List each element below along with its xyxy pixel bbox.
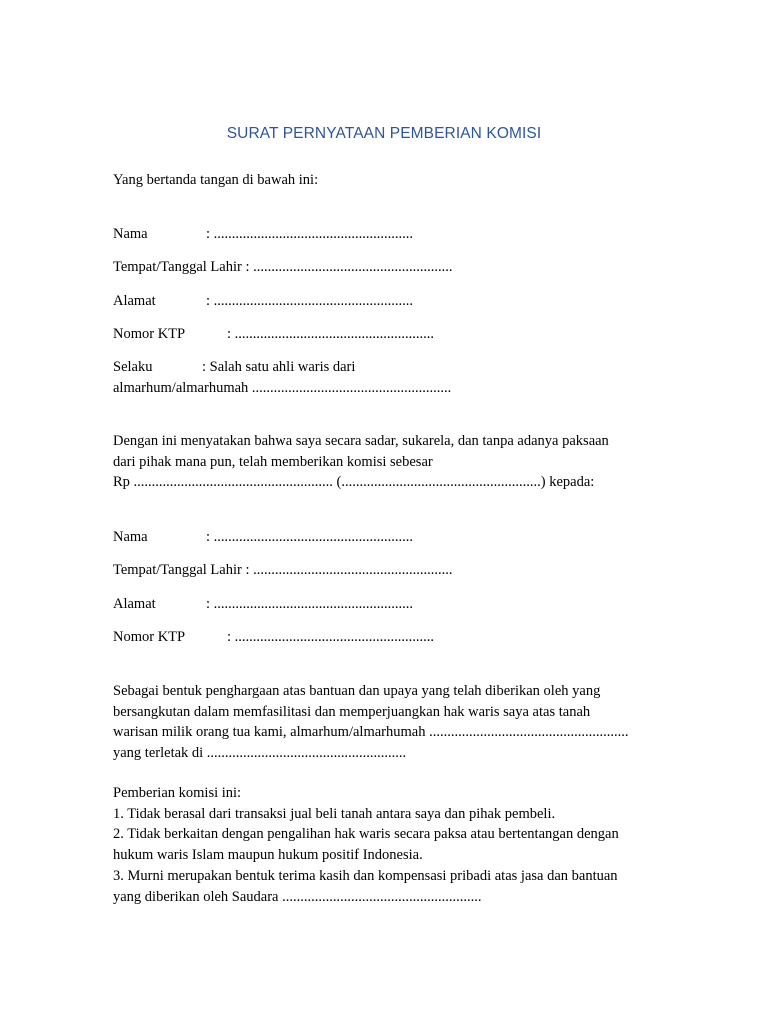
document-title: SURAT PERNYATAAN PEMBERIAN KOMISI: [226, 125, 542, 142]
first-ttl-field: Tempat/Tanggal Lahir : .......................................................: [113, 259, 453, 275]
commission-item: 2. Tidak berkaitan dengan pengalihan hak waris secara paksa atau bertentangan dengan: [113, 826, 619, 843]
second-ktp-label: Nomor KTP: [113, 629, 186, 645]
first-alamat-value: : .......................................................: [206, 293, 414, 309]
first-selaku-field: [113, 357, 355, 377]
second-nama-label: Nama: [113, 529, 148, 545]
first-ktp-value: : .......................................................: [227, 326, 435, 342]
second-ktp-value: : .......................................................: [227, 629, 435, 645]
second-alamat-value: : .......................................................: [206, 596, 414, 612]
commission-item-continued: yang diberikan oleh Saudara .......................................................: [113, 888, 482, 905]
appreciation-line: bersangkutan dalam memfasilitasi dan memperjuangkan hak waris saya atas tanah: [113, 703, 591, 720]
second-alamat-label: Alamat: [113, 596, 156, 612]
commission-heading: Pemberian komisi ini:: [113, 785, 242, 801]
commission-item: 1. Tidak berasal dari transaksi jual beli tanah antara saya dan pihak pembeli.: [113, 805, 556, 822]
second-ttl-field: Tempat/Tanggal Lahir : .......................................................: [113, 562, 453, 578]
first-nama-value: : .......................................................: [206, 226, 414, 242]
intro-text: Yang bertanda tangan di bawah ini:: [113, 172, 319, 188]
second-alamat-field: [113, 594, 413, 614]
second-nama-value: : .......................................................: [206, 529, 414, 545]
first-nama-field: [113, 224, 413, 244]
first-nama-label: Nama: [113, 226, 148, 242]
first-alamat-label: Alamat: [113, 293, 156, 309]
first-ktp-field: [113, 324, 434, 344]
commission-item: 3. Murni merupakan bentuk terima kasih dan kompensasi pribadi atas jasa dan bantuan: [113, 867, 618, 884]
statement-paragraph: [113, 431, 658, 493]
statement-line: Rp ....................................................... (.......................................................) kepada:: [113, 474, 595, 491]
appreciation-paragraph: [113, 681, 658, 764]
second-ktp-field: [113, 627, 434, 647]
appreciation-line: yang terletak di .......................................................: [113, 745, 407, 762]
appreciation-line: Sebagai bentuk penghargaan atas bantuan dan upaya yang telah diberikan oleh yang: [113, 683, 601, 699]
commission-list: [113, 783, 658, 907]
second-nama-field: [113, 527, 413, 547]
first-alamat-field: [113, 291, 413, 311]
appreciation-line: warisan milik orang tua kami, almarhum/almarhumah .......................................................: [113, 724, 629, 741]
first-selaku-line2: almarhum/almarhumah .......................................................: [113, 380, 452, 396]
statement-line: dari pihak mana pun, telah memberikan komisi sebesar: [113, 453, 433, 470]
commission-item-continued: hukum waris Islam maupun hukum positif Indonesia.: [113, 847, 423, 864]
first-selaku-label: Selaku: [113, 359, 153, 375]
first-ktp-label: Nomor KTP: [113, 326, 186, 342]
statement-line: Dengan ini menyatakan bahwa saya secara sadar, sukarela, dan tanpa adanya paksaan: [113, 433, 609, 449]
first-selaku-value: : Salah satu ahli waris dari: [202, 359, 356, 375]
